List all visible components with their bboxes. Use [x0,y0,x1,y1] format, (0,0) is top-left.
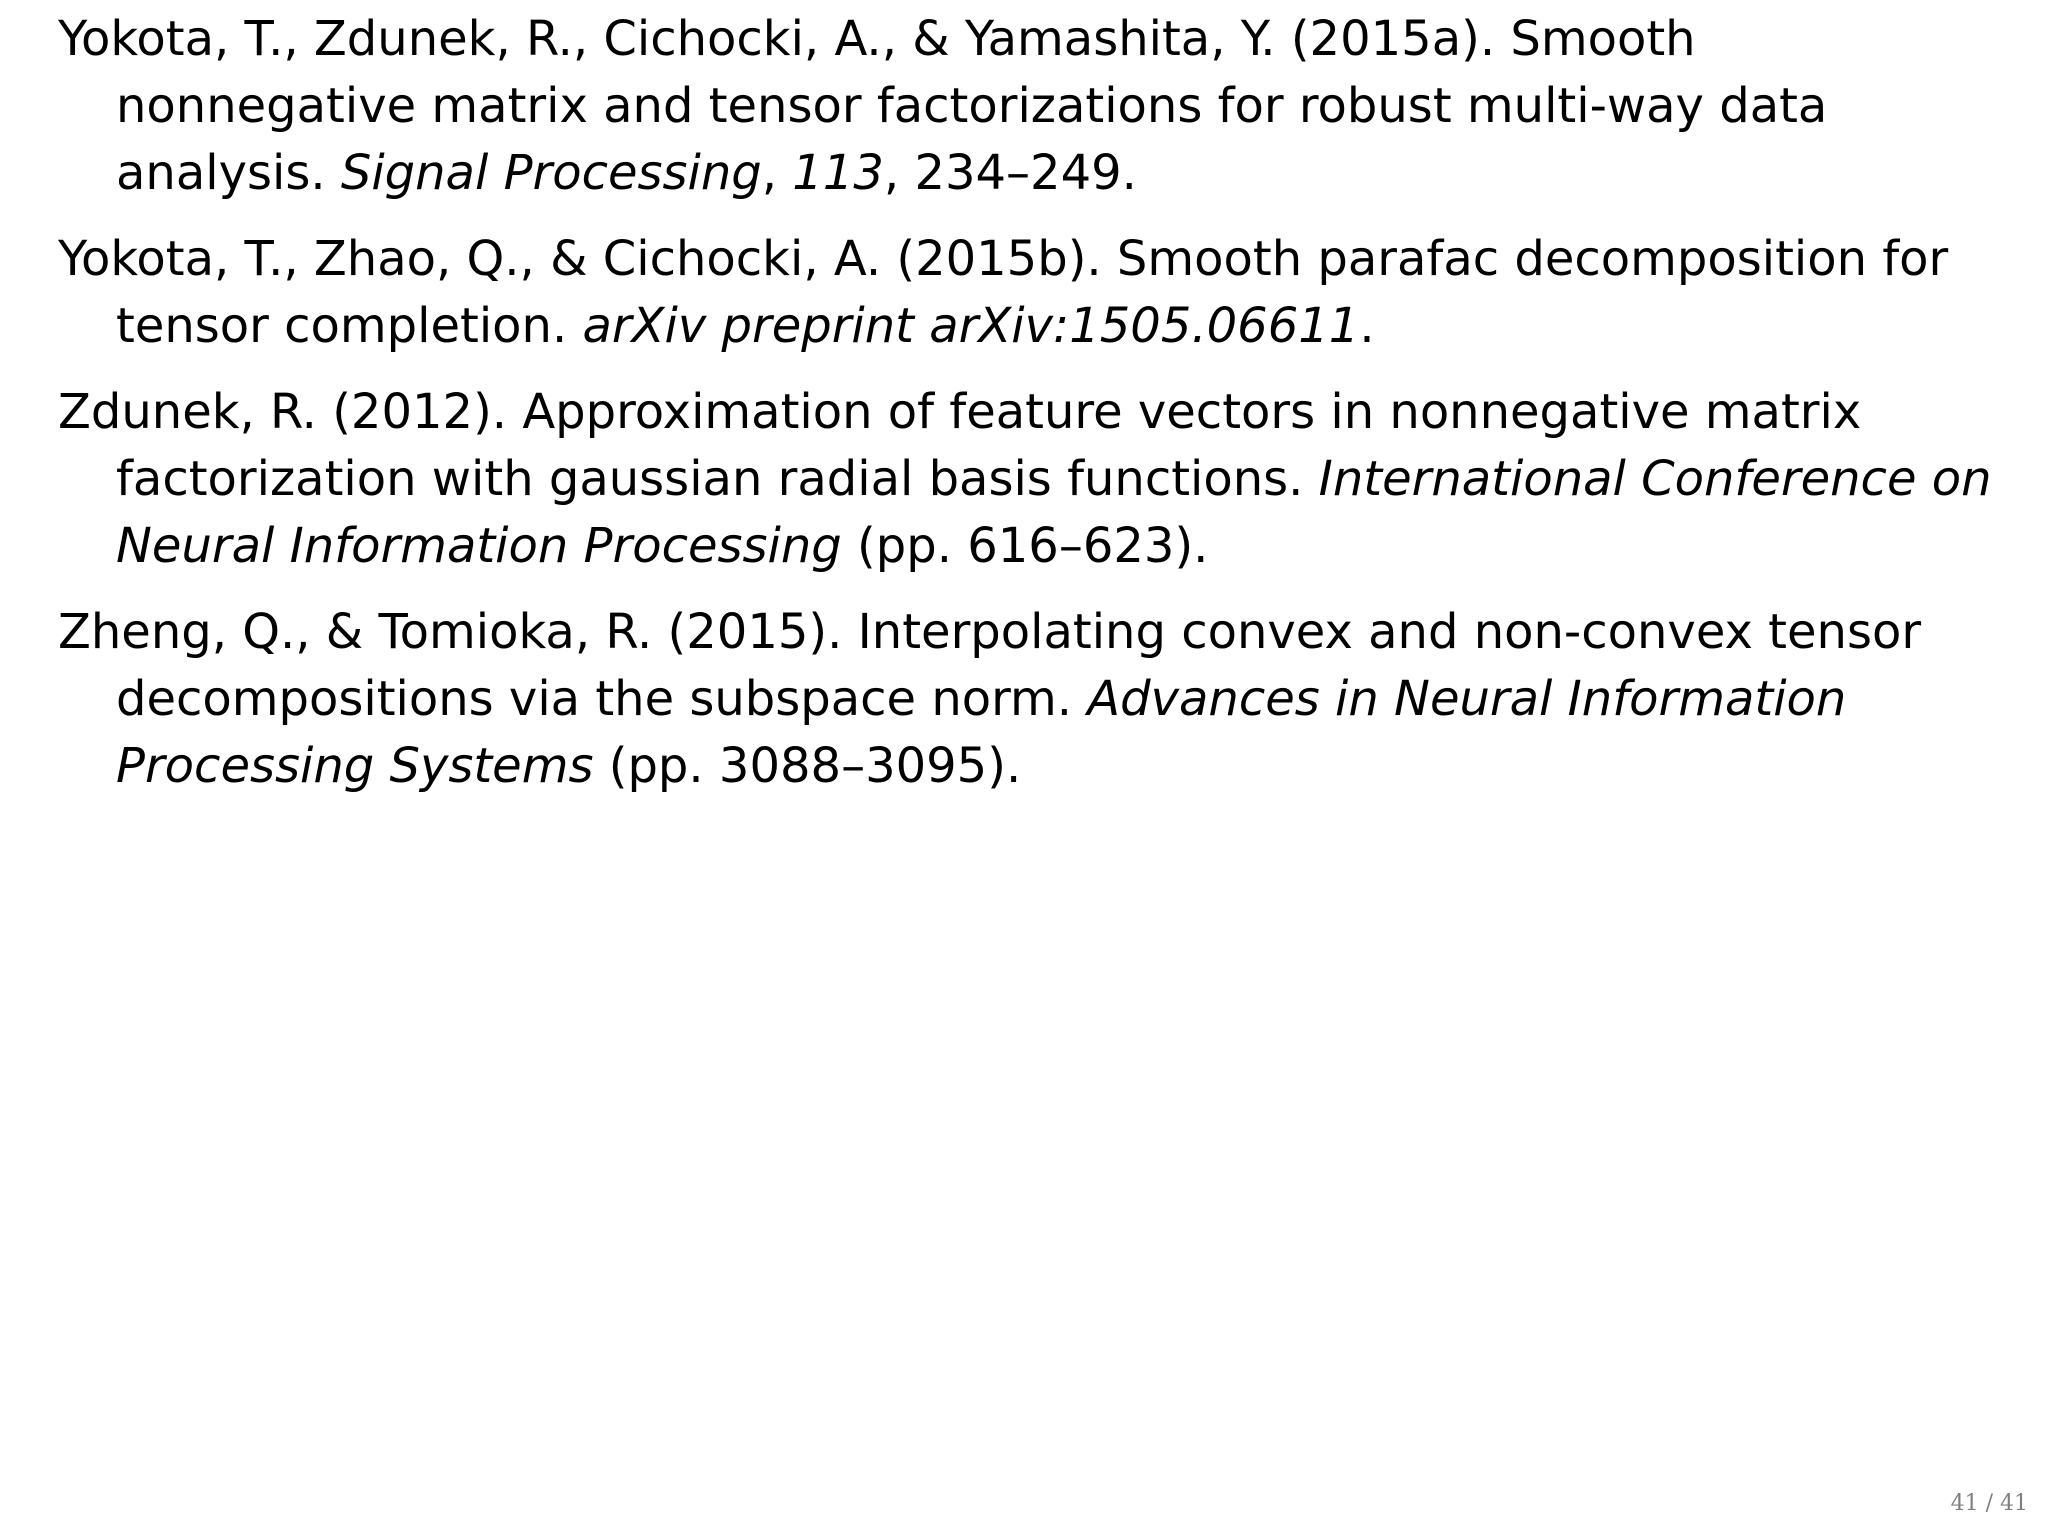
reference-separator: , [761,145,793,201]
reference-venue: Signal Processing [340,145,762,201]
reference-zheng-2015 [58,599,2008,800]
reference-venue: Advances in Neural Information Processing Systems [116,671,1847,794]
reference-pages: (pp. 3088–3095). [593,738,1022,794]
reference-text: Yokota, T., Zhao, Q., & Cichocki, A. (2015b). Smooth parafac decomposition for tensor completion. [58,231,1949,354]
page-number: 41 / 41 [1950,1491,2028,1516]
reference-volume: 113 [792,145,884,201]
reference-venue: arXiv preprint arXiv:1505.06611 [582,298,1360,354]
reference-pages: , 234–249. [883,145,1137,201]
reference-yokota-2015b [58,226,2008,360]
reference-pages: (pp. 616–623). [841,518,1209,574]
reference-zdunek-2012 [58,379,2008,580]
reference-yokota-2015a [58,6,2008,207]
reference-venue: International Conference on Neural Information Processing [116,451,1992,574]
reference-text: Zdunek, R. (2012). Approximation of feature vectors in nonnegative matrix factorization with gaussian radial basis functions. [58,384,1862,507]
reference-text: Zheng, Q., & Tomioka, R. (2015). Interpolating convex and non-convex tensor decompositions via the subspace norm. [58,604,1922,727]
reference-text: Yokota, T., Zdunek, R., Cichocki, A., & Yamashita, Y. (2015a). Smooth nonnegative matrix and tensor factorizations for robust multi-way data analysis. [58,11,1828,201]
reference-suffix: . [1359,298,1375,354]
reference-list [58,6,2008,819]
